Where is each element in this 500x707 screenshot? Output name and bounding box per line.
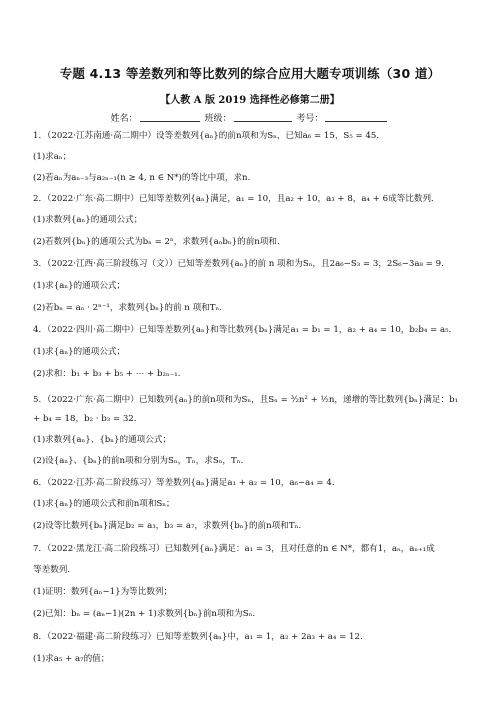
q5-part2: (2)设{aₙ}、{bₙ}的前n项和分别为Sₙ，Tₙ，求Sₙ，Tₙ. <box>33 456 244 466</box>
q3-line: 3．（2022·江西·高三阶段练习（文））已知等差数列{aₙ}的前 n 项和为Sₙ，且2a₆−S₃ = 3，2S₆−3a₈ = 9． <box>33 259 450 269</box>
q4-part2: (2)求和：b₁ + b₃ + b₅ + ⋯ + b₂ₙ₋₁. <box>33 369 181 379</box>
q2-part1: (1)求数列{aₙ}的通项公式； <box>33 215 143 225</box>
document-subtitle: 【人教 A 版 2019 选择性必修第二册】 <box>160 95 340 106</box>
q7-part2: (2)已知：bₙ = (aₙ−1)(2n + 1)求数列{bₙ}前n项和为Sₙ. <box>33 609 256 619</box>
q4-line: 4．（2022·四川·高二期中）已知等差数列{aₙ}和等比数列{bₙ}满足a₁ = b₁ = 1，a₂ + a₄ = 10，b₂b₄ = a₅. <box>33 325 452 335</box>
q3-part2: (2)若bₙ = aₙ · 2ⁿ⁻¹，求数列{bₙ}的前 n 项和Tₙ. <box>33 303 222 313</box>
q6-line: 6．（2022·江苏·高二阶段练习）等差数列{aₙ}满足a₁ + a₂ = 10，a₆−a₄ = 4. <box>33 478 335 488</box>
name-blank <box>140 112 200 122</box>
q5-line: 5．（2022·广东·高二期中）已知数列{aₙ}的前n项和为Sₙ，且Sₙ = ³⁄₂n² + ½n，递增的等比数列{bₙ}满足：b₁ <box>33 395 459 405</box>
q1-part2: (2)若aₙ为aₙ₋₃与a₂ₙ₋₁(n ≥ 4, n ∈ N*)的等比中项，求n. <box>33 173 251 183</box>
exam-label: 考号： <box>296 114 324 124</box>
q6-part1: (1)求{aₙ}的通项公式和前n项和Sₙ； <box>33 499 175 509</box>
class-label: 班级： <box>204 114 232 124</box>
q7-line-cont: 等差数列. <box>33 565 71 575</box>
name-label: 姓名： <box>110 114 138 124</box>
class-blank <box>234 112 292 122</box>
document-title: 专题 4.13 等差数列和等比数列的综合应用大题专项训练（30 道） <box>59 66 441 81</box>
exam-blank <box>325 112 387 122</box>
q1-part1: (1)求aₙ； <box>33 152 72 162</box>
q7-line: 7．（2022·黑龙江·高二阶段练习）已知数列{aₙ}满足：a₁ = 3，且对任意的n ∈ N*，都有1，aₙ，aₙ₊₁成 <box>33 544 435 554</box>
q6-part2: (2)设等比数列{bₙ}满足b₂ = a₃，b₃ = a₇，求数列{bₙ}的前n项和Tₙ. <box>33 521 302 531</box>
q5-part1: (1)求数列{aₙ}、{bₙ}的通项公式； <box>33 435 172 445</box>
student-info-row <box>0 111 500 124</box>
q8-part1: (1)求a₅ + a₇的值； <box>33 654 110 664</box>
q2-part2: (2)若数列{bₙ}的通项公式为bₙ = 2ⁿ，求数列{aₙbₙ}的前n项和. <box>33 237 280 247</box>
q3-part1: (1)求{aₙ}的通项公式； <box>33 281 126 291</box>
q2-line: 2．（2022·广东·高二期中）已知等差数列{aₙ}满足，a₁ = 10，且a₂ + 10，a₃ + 8，a₄ + 6成等比数列． <box>33 194 440 204</box>
q8-line: 8．（2022·福建·高二阶段练习）已知等差数列{aₙ}中，a₁ = 1，a₂ + 2a₃ + a₄ = 12. <box>33 632 363 642</box>
q7-part1: (1)证明：数列{aₙ−1}为等比数列； <box>33 587 173 597</box>
q4-part1: (1)求{aₙ}的通项公式； <box>33 347 126 357</box>
q5-line-cont: + b₄ = 18，b₂ · b₃ = 32. <box>33 414 137 424</box>
q1-line: 1．（2022·江苏南通·高二期中）设等差数列{aₙ}的前n项和为Sₙ，已知a₆ = 15，S₅ = 45． <box>33 131 385 141</box>
